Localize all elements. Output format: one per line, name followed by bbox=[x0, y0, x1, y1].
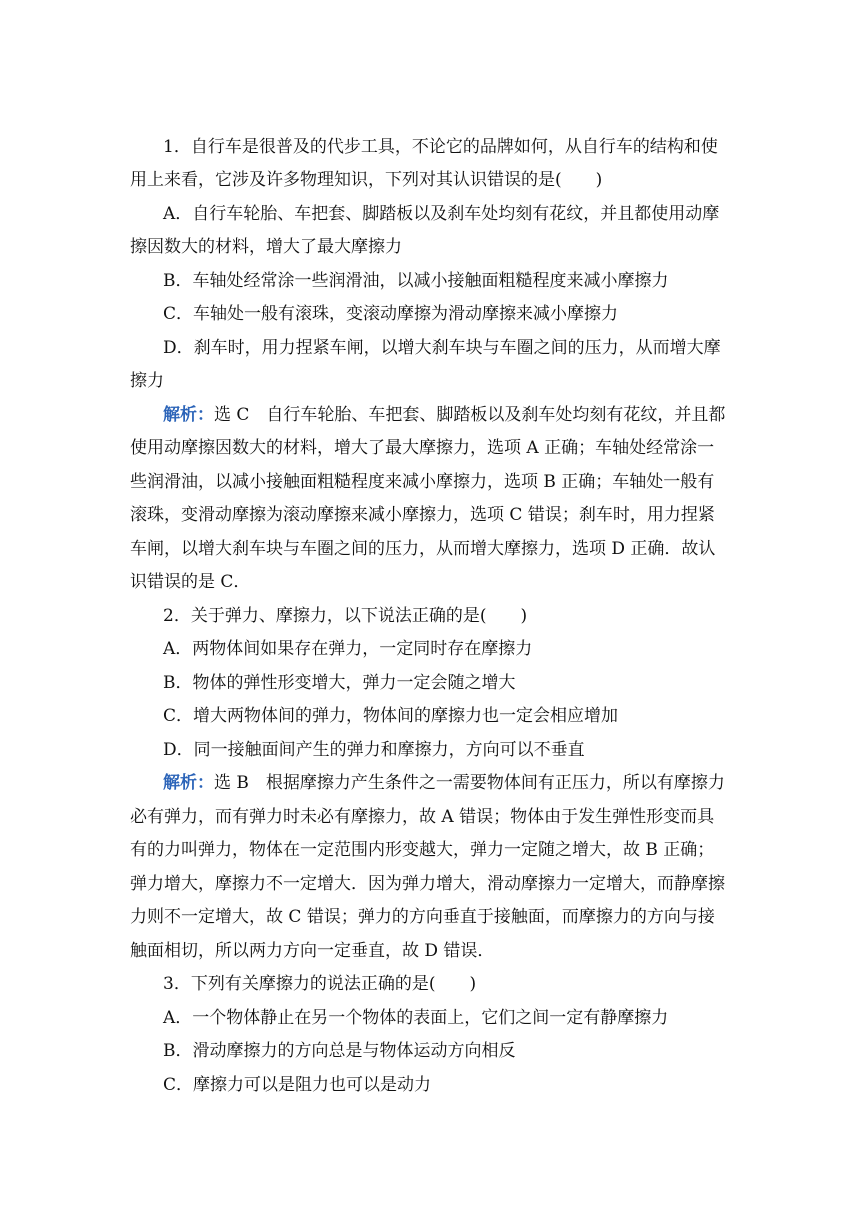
q1-option-a-line-2: 擦因数大的材料，增大了最大摩擦力 bbox=[130, 237, 402, 257]
q1-option-a-line-1: A．自行车轮胎、车把套、脚踏板以及刹车处均刻有花纹，并且都使用动摩 bbox=[163, 204, 720, 224]
q2-option-a: A．两物体间如果存在弹力，一定同时存在摩擦力 bbox=[163, 639, 533, 659]
q1-option-b: B．车轴处经常涂一些润滑油，以减小接触面粗糙程度来减小摩擦力 bbox=[163, 271, 669, 291]
q3-option-c: C．摩擦力可以是阻力也可以是动力 bbox=[163, 1075, 432, 1095]
q2-analysis-line-6: 触面相切，所以两力方向一定垂直，故 D 错误． bbox=[130, 941, 495, 961]
q1-option-d-line-1: D．刹车时，用力捏紧车闸，以增大刹车块与车圈之间的压力，从而增大摩 bbox=[163, 338, 721, 358]
q2-option-d: D．同一接触面间产生的弹力和摩擦力，方向可以不垂直 bbox=[163, 740, 585, 760]
q3-stem: 3．下列有关摩擦力的说法正确的是( ) bbox=[163, 974, 477, 994]
q2-analysis-text-1: 选 B 根据摩擦力产生条件之一需要物体间有正压力，所以有摩擦力 bbox=[214, 773, 725, 793]
q3-option-b: B．滑动摩擦力的方向总是与物体运动方向相反 bbox=[163, 1041, 516, 1061]
q1-analysis-line-3: 些润滑油，以减小接触面粗糙程度来减小摩擦力，选项 B 正确；车轴处一般有 bbox=[130, 472, 715, 492]
q2-option-b: B．物体的弹性形变增大，弹力一定会随之增大 bbox=[163, 673, 516, 693]
q1-stem-line-1: 1．自行车是很普及的代步工具，不论它的品牌如何，从自行车的结构和使 bbox=[163, 137, 718, 157]
q1-analysis-line-1 bbox=[163, 404, 725, 426]
q1-analysis-line-4: 滚珠，变滑动摩擦为滚动摩擦来减小摩擦力，选项 C 错误；刹车时，用力捏紧 bbox=[130, 505, 715, 525]
q2-option-c: C．增大两物体间的弹力，物体间的摩擦力也一定会相应增加 bbox=[163, 706, 619, 726]
q2-analysis-line-5: 力则不一定增大，故 C 错误；弹力的方向垂直于接触面，而摩擦力的方向与接 bbox=[130, 907, 715, 927]
q1-option-c: C．车轴处一般有滚珠，变滚动摩擦为滑动摩擦来减小摩擦力 bbox=[163, 304, 619, 324]
q2-analysis-line-4: 弹力增大，摩擦力不一定增大．因为弹力增大，滑动摩擦力一定增大，而静摩擦 bbox=[130, 874, 725, 894]
q2-analysis-line-1 bbox=[163, 772, 725, 794]
q2-stem: 2．关于弹力、摩擦力，以下说法正确的是( ) bbox=[163, 606, 528, 626]
q1-stem-line-2: 用上来看，它涉及许多物理知识，下列对其认识错误的是( ) bbox=[130, 170, 603, 190]
q1-option-d-line-2: 擦力 bbox=[130, 371, 164, 391]
q3-option-a: A．一个物体静止在另一个物体的表面上，它们之间一定有静摩擦力 bbox=[163, 1008, 669, 1028]
q1-analysis-line-2: 使用动摩擦因数大的材料，增大了最大摩擦力，选项 A 正确；车轴处经常涂一 bbox=[130, 438, 715, 458]
q1-analysis-line-6: 识错误的是 C． bbox=[130, 572, 251, 592]
q2-analysis-line-3: 有的力叫弹力，物体在一定范围内形变越大，弹力一定随之增大，故 B 正确； bbox=[130, 840, 715, 860]
q1-analysis-text-1: 选 C 自行车轮胎、车把套、脚踏板以及刹车处均刻有花纹，并且都 bbox=[214, 405, 726, 425]
q2-analysis-label: 解析： bbox=[163, 773, 214, 793]
q1-analysis-line-5: 车闸，以增大刹车块与车圈之间的压力，从而增大摩擦力，选项 D 正确．故认 bbox=[130, 539, 716, 559]
q2-analysis-line-2: 必有弹力，而有弹力时未必有摩擦力，故 A 错误；物体由于发生弹性形变而具 bbox=[130, 807, 715, 827]
q1-analysis-label: 解析： bbox=[163, 405, 214, 425]
